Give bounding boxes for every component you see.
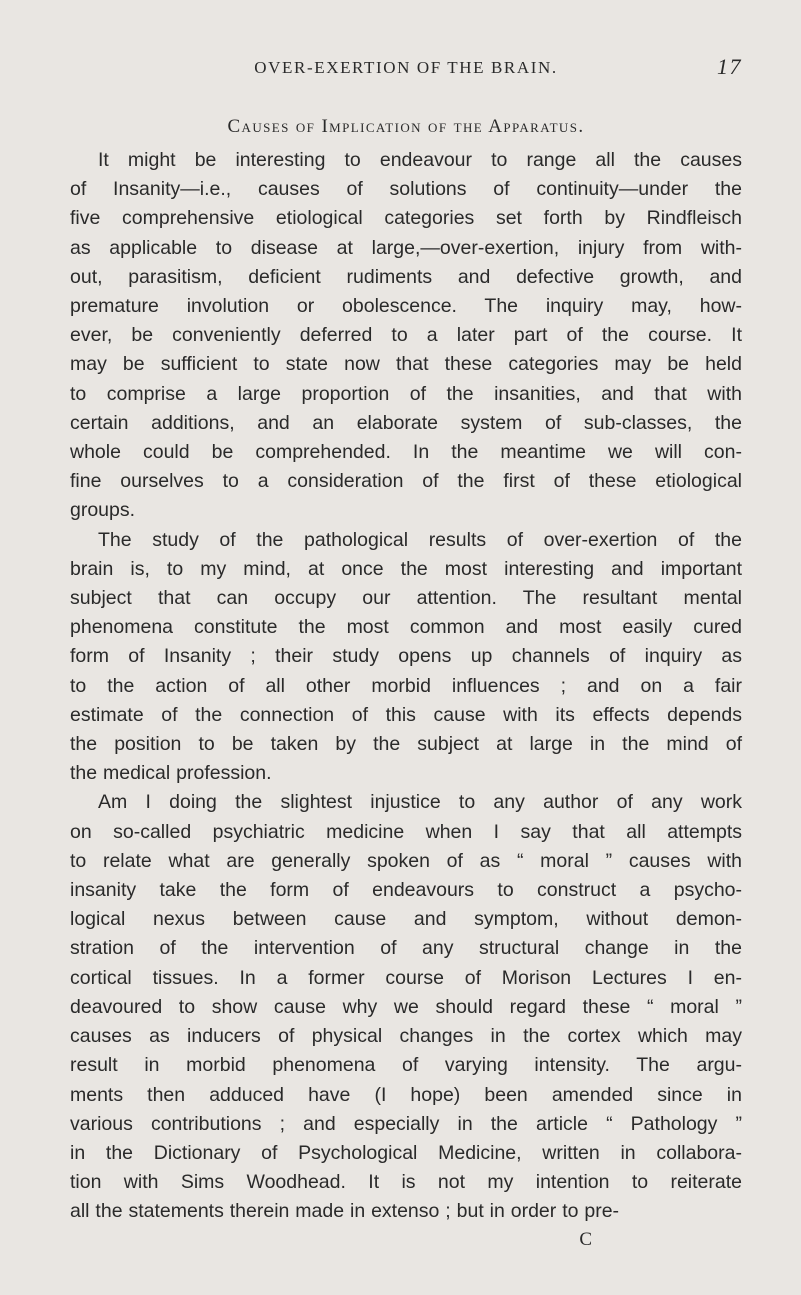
text-line: the medical profession. xyxy=(70,762,272,785)
paragraph xyxy=(70,788,742,1226)
text-line: as applicable to disease at large,—over-exertion, injury from with- xyxy=(70,236,742,259)
text-line: result in morbid phenomena of varying intensity. The argu- xyxy=(70,1054,742,1077)
text-line: fine ourselves to a consideration of the first of these etiological xyxy=(70,470,742,493)
text-line: ments then adduced have (I hope) been amended since in xyxy=(70,1083,742,1106)
text-line: out, parasitism, deficient rudiments and defective growth, and xyxy=(70,265,742,288)
text-line: stration of the intervention of any structural change in the xyxy=(70,937,742,960)
text-line: five comprehensive etiological categories set forth by Rindfleisch xyxy=(70,207,742,230)
text-line: ever, be conveniently deferred to a later part of the course. It xyxy=(70,324,742,347)
text-line: form of Insanity ; their study opens up channels of inquiry as xyxy=(70,645,742,668)
text-line: to relate what are generally spoken of as “ moral ” causes with xyxy=(70,849,742,872)
text-line: Am I doing the slightest injustice to any author of any work xyxy=(98,791,742,814)
running-head xyxy=(70,54,742,90)
book-page xyxy=(70,54,742,1251)
text-line: causes as inducers of physical changes in the cortex which may xyxy=(70,1025,742,1048)
text-line: estimate of the connection of this cause with its effects depends xyxy=(70,703,742,726)
body-text xyxy=(70,146,742,1227)
text-line: to the action of all other morbid influences ; and on a fair xyxy=(70,674,742,697)
text-line: subject that can occupy our attention. The resultant mental xyxy=(70,587,742,610)
text-line: of Insanity—i.e., causes of solutions of continuity—under the xyxy=(70,178,742,201)
text-line: logical nexus between cause and symptom, without demon- xyxy=(70,908,742,931)
paragraph xyxy=(70,146,742,526)
text-line: to comprise a large proportion of the insanities, and that with xyxy=(70,382,742,405)
paragraph xyxy=(70,526,742,789)
text-line: may be sufficient to state now that these categories may be held xyxy=(70,353,742,376)
text-line: the position to be taken by the subject at large in the mind of xyxy=(70,733,742,756)
running-title: OVER-EXERTION OF THE BRAIN. xyxy=(254,58,558,77)
text-line: It might be interesting to endeavour to range all the causes xyxy=(98,149,742,171)
text-line: on so-called psychiatric medicine when I say that all attempts xyxy=(70,820,742,843)
text-line: deavoured to show cause why we should regard these “ moral ” xyxy=(70,995,742,1018)
text-line: cortical tissues. In a former course of Morison Lectures I en- xyxy=(70,966,742,989)
text-line: premature involution or obolescence. The inquiry may, how- xyxy=(70,295,742,318)
text-line: phenomena constitute the most common and most easily cured xyxy=(70,616,742,639)
text-line: whole could be comprehended. In the meantime we will con- xyxy=(70,441,742,464)
text-line: groups. xyxy=(70,499,136,522)
text-line: brain is, to my mind, at once the most interesting and important xyxy=(70,557,742,580)
text-line: The study of the pathological results of over-exertion of the xyxy=(98,528,742,551)
text-line: in the Dictionary of Psychological Medicine, written in collabora- xyxy=(70,1141,742,1164)
section-title: Causes of Implication of the Apparatus. xyxy=(227,116,585,137)
text-line: insanity take the form of endeavours to construct a psycho- xyxy=(70,879,742,902)
text-line: certain additions, and an elaborate system of sub-classes, the xyxy=(70,411,742,434)
signature-mark: C xyxy=(579,1228,592,1250)
text-line: all the statements therein made in extenso ; but in order to pre- xyxy=(70,1200,620,1223)
text-line: tion with Sims Woodhead. It is not my intention to reiterate xyxy=(70,1171,742,1194)
text-line: various contributions ; and especially in the article “ Pathology ” xyxy=(70,1112,742,1135)
page-number: 17 xyxy=(717,54,742,79)
